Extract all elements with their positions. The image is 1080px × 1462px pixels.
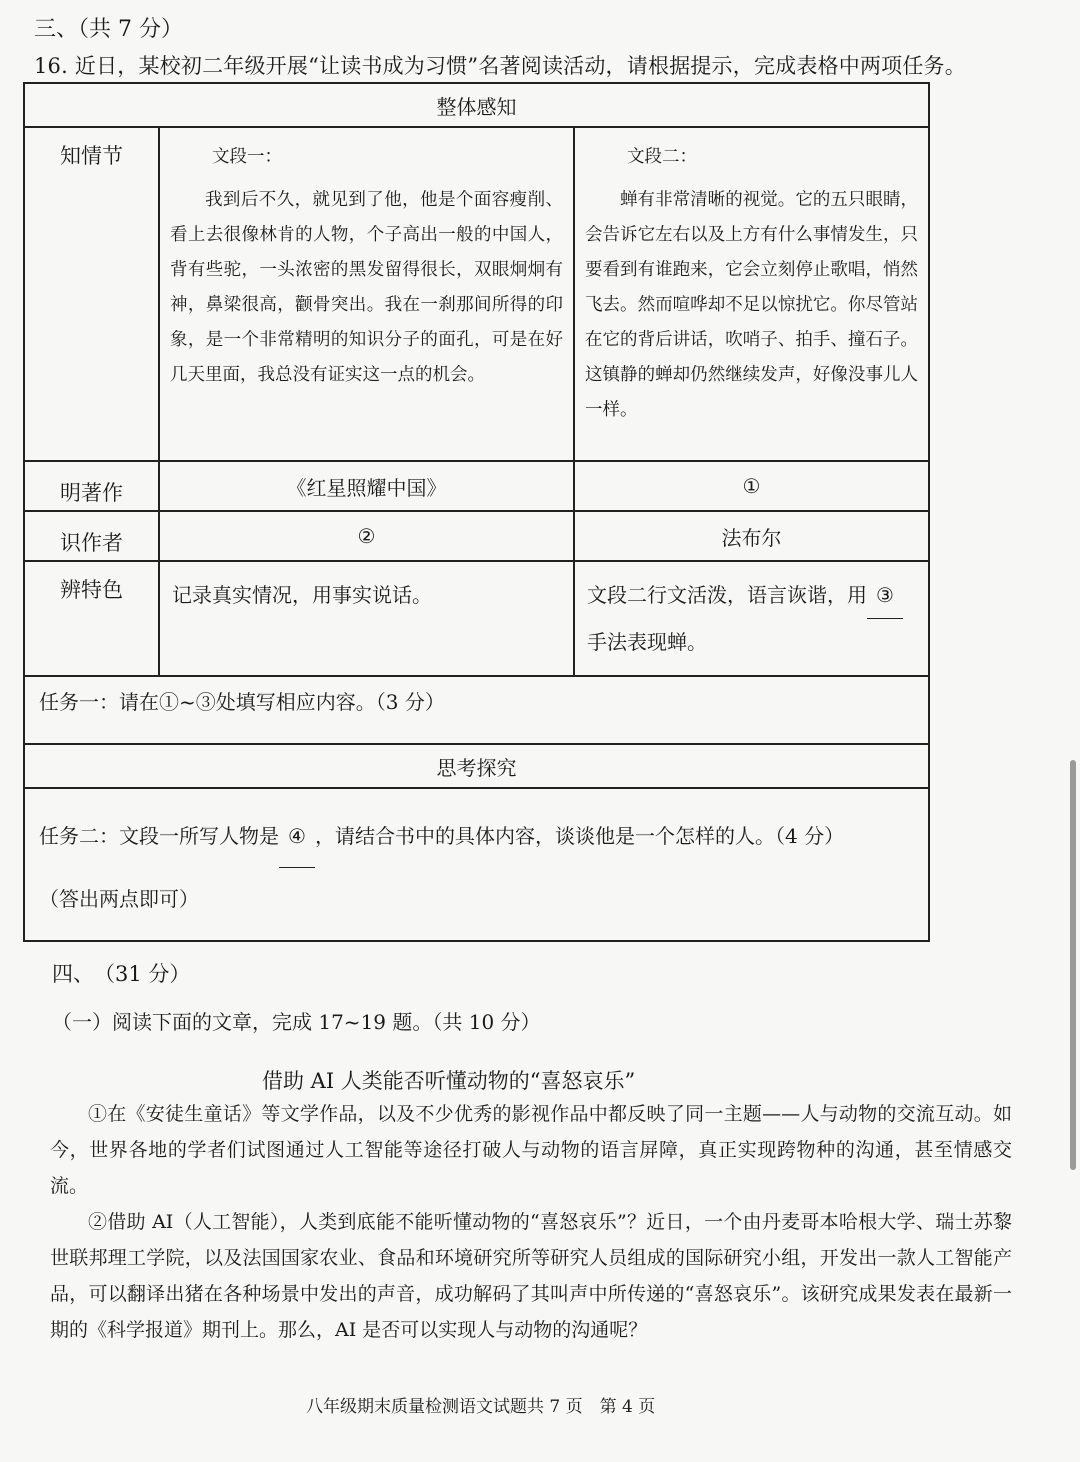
reading-task-table [23,82,930,942]
task-one: 任务一：请在①~③处填写相应内容。（3 分） [24,676,929,744]
row-label-book: 明著作 [24,461,159,511]
passage-two-cell [574,127,929,461]
passage-two-title: 文段二： [627,147,697,167]
author-two: 法布尔 [574,511,929,561]
author-one-blank: ② [159,511,574,561]
article-paragraph-2 [50,1204,1012,1348]
article-paragraph-2-text: ②借助 AI（人工智能），人类到底能不能听懂动物的“喜怒哀乐”？近日，一个由丹麦哥本哈根大学、瑞士苏黎世联邦理工学院，以及法国国家农业、食品和环境研究所等研究人员组成的国际研究小组，开发出一款人工智能产品，可以翻译出猪在各种场景中发出的声音，成功解码了其叫声中所传递的“喜怒哀乐”。该研究成果发表在最新一期的《科学报道》期刊上。那么，AI 是否可以实现人与动物的沟通呢？ [50,1211,1012,1341]
passage-one-text: 我到后不久，就见到了他，他是个面容瘦削、看上去很像林肯的人物，个子高出一般的中国人，背有些驼，一头浓密的黑发留得很长，双眼炯炯有神，鼻梁很高，颧骨突出。我在一刹那间所得的印象，是一个非常精明的知识分子的面孔，可是在好几天里面，我总没有证实这一点的机会。 [170,190,563,385]
page-footer: 八年级期末质量检测语文试题共 7 页 第 4 页 [306,1397,656,1417]
feature-two-text-before: 文段二行文活泼，语言诙谐，用 [587,583,867,607]
row-label-author: 识作者 [24,511,159,561]
feature-one: 记录真实情况，用事实说话。 [159,561,574,676]
feature-two-text-after: 手法表现蝉。 [587,630,707,654]
row-label-plot: 知情节 [24,127,159,461]
row-label-feature: 辨特色 [24,561,159,676]
header-thinking-exploration: 思考探究 [24,744,929,788]
article-paragraph-1-text: ①在《安徒生童话》等文学作品，以及不少优秀的影视作品中都反映了同一主题——人与动物的交流互动。如今，世界各地的学者们试图通过人工智能等途径打破人与动物的语言屏障，真正实现跨物种的沟通，甚至情感交流。 [50,1103,1012,1197]
task-two-line [39,805,914,868]
task-two-blank: ④ [279,805,315,868]
book-two-blank: ① [574,461,929,511]
article-paragraph-1 [50,1096,1012,1204]
book-one: 《红星照耀中国》 [159,461,574,511]
section-4-title: 四、 （31 分） [52,962,191,986]
passage-one-cell [159,127,574,461]
feature-two-blank: ③ [867,572,903,619]
section-3-title: 三、（共 7 分） [34,17,183,42]
vertical-scrollbar[interactable] [1070,760,1076,1170]
article-title: 借助 AI 人类能否听懂动物的“喜怒哀乐” [262,1069,636,1093]
task-two-cell [24,788,929,941]
task-two-text-after: ，请结合书中的具体内容，谈谈他是一个怎样的人。（4 分） [315,824,845,848]
part-one-instruction: （一）阅读下面的文章，完成 17~19 题。（共 10 分） [52,1010,541,1034]
header-overall-perception: 整体感知 [24,83,929,127]
feature-two-cell [574,561,929,676]
task-two-note: （答出两点即可） [39,887,199,911]
question-16-prompt: 16. 近日，某校初二年级开展“让读书成为习惯”名著阅读活动，请根据提示，完成表格中两项任务。 [34,54,966,78]
task-two-text-before: 任务二：文段一所写人物是 [39,824,279,848]
passage-two-text: 蝉有非常清晰的视觉。它的五只眼睛，会告诉它左右以及上方有什么事情发生，只要看到有谁跑来，它会立刻停止歌唱，悄然飞去。然而喧哗却不足以惊扰它。你尽管站在它的背后讲话，吹哨子、拍手、撞石子。这镇静的蝉却仍然继续发声，好像没事儿人一样。 [585,190,919,420]
passage-one-title: 文段一： [212,147,282,167]
